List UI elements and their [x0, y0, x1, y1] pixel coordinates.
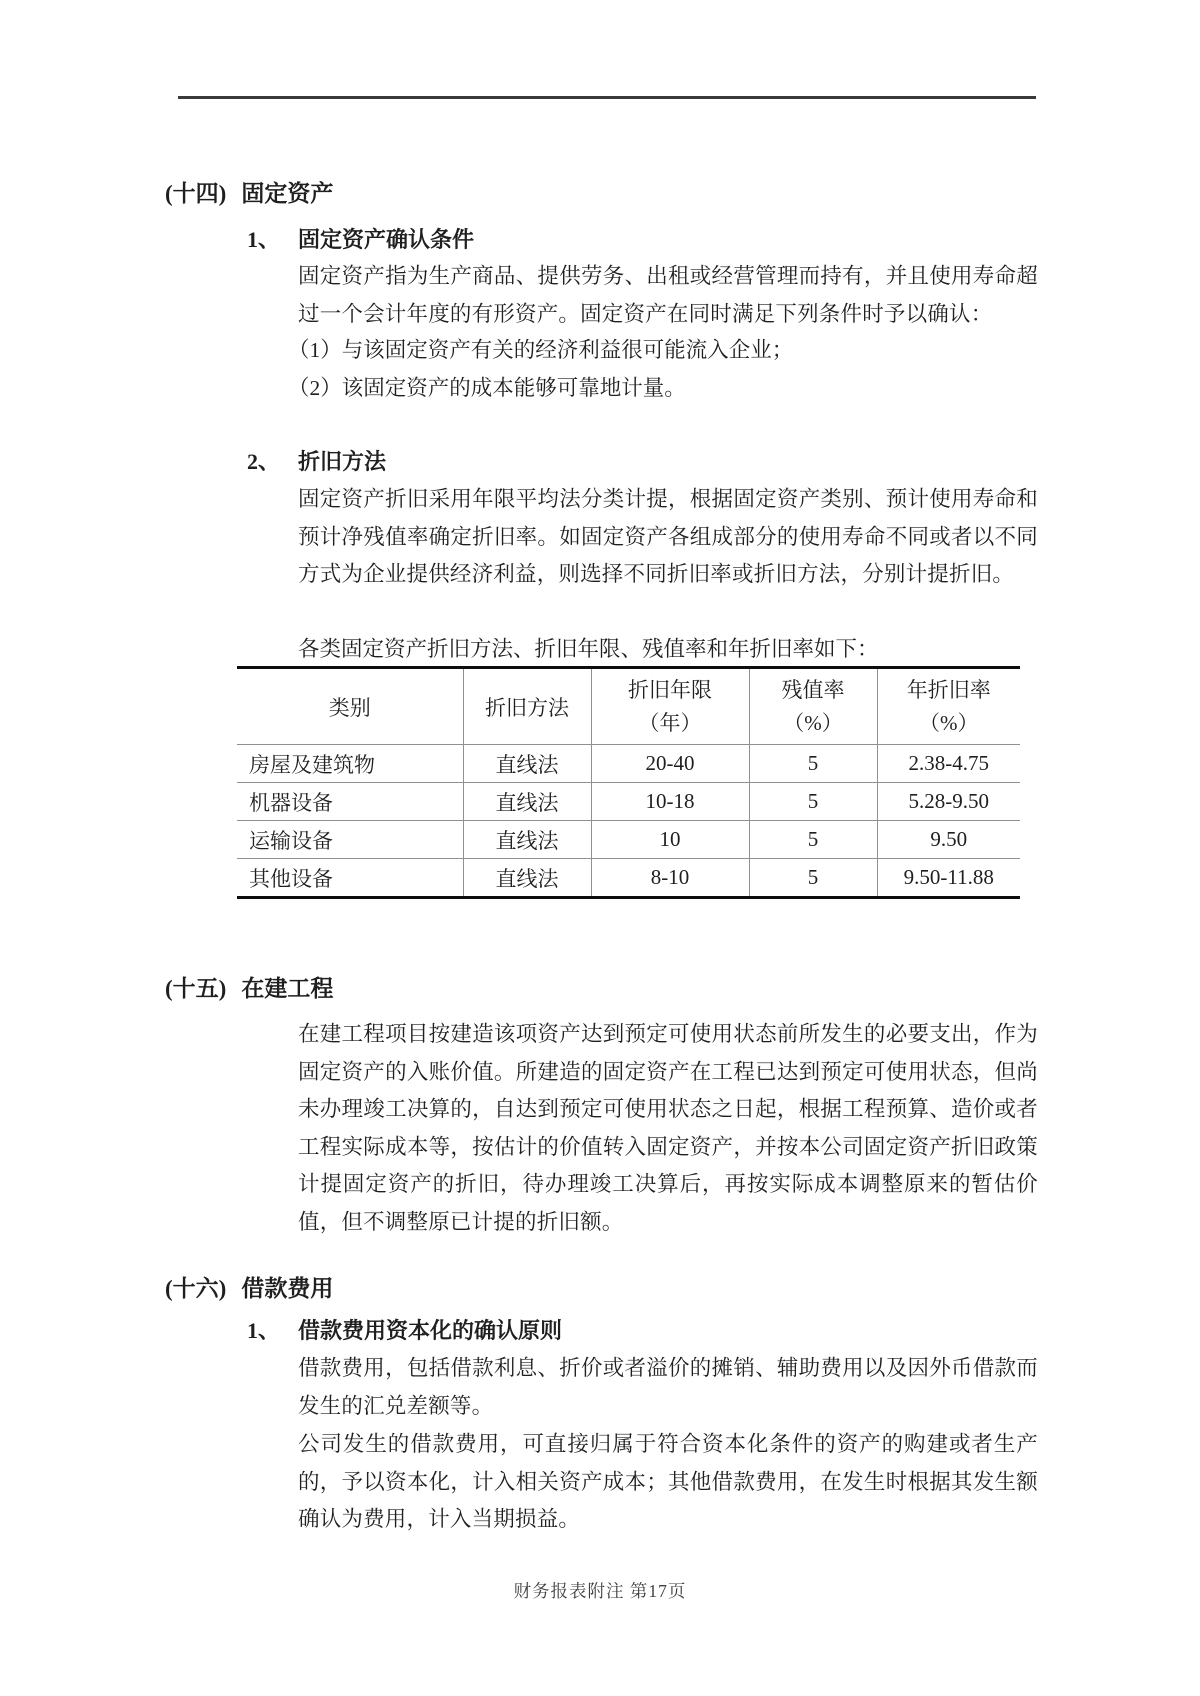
- subitem-title: 固定资产确认条件: [298, 227, 475, 252]
- header-annual: [877, 668, 1020, 745]
- cell-annual: 2.38-4.75: [877, 745, 1020, 783]
- cell-method: 直线法: [463, 859, 591, 898]
- section-14-heading: [165, 181, 333, 207]
- section-15-title: 在建工程: [241, 976, 334, 1001]
- header-annual-label: 年折旧率: [906, 677, 991, 702]
- cell-category: 其他设备: [237, 859, 463, 898]
- depreciation-table: [237, 666, 1020, 899]
- depreciation-method-paragraph: 固定资产折旧采用年限平均法分类计提，根据固定资产类别、预计使用寿命和预计净残值率确定折旧率。如固定资产各组成部分的使用寿命不同或者以不同方式为企业提供经济利益，则选择不同折旧率或折旧方法，分别计提折旧。: [298, 487, 1038, 587]
- section-15-label: (十五): [165, 976, 227, 1001]
- cell-annual: 9.50-11.88: [877, 859, 1020, 898]
- borrowing-costs-paragraph-2: 公司发生的借款费用，可直接归属于符合资本化条件的资产的购建或者生产的，予以资本化，计入相关资产成本；其他借款费用，在发生时根据其发生额确认为费用，计入当期损益。: [298, 1432, 1038, 1532]
- cell-method: 直线法: [463, 783, 591, 821]
- cell-years: 10-18: [591, 783, 749, 821]
- recognition-condition-2: （2）该固定资产的成本能够可靠地计量。: [288, 376, 686, 400]
- header-years-unit: （年）: [638, 710, 702, 735]
- subitem-number: 1、: [247, 1318, 281, 1343]
- borrowing-costs-paragraph-1: 借款费用，包括借款利息、折价或者溢价的摊销、辅助费用以及因外币借款而发生的汇兑差额等。: [298, 1356, 1038, 1418]
- subitem-number: 1、: [247, 227, 281, 252]
- page-footer: 财务报表附注 第17页: [513, 1581, 687, 1601]
- section-16-sub-1-heading: [247, 1318, 562, 1343]
- cell-years: 20-40: [591, 745, 749, 783]
- cell-residual: 5: [749, 783, 877, 821]
- subitem-title: 折旧方法: [298, 449, 387, 474]
- cell-method: 直线法: [463, 821, 591, 859]
- section-14-sub-2-heading: [247, 449, 386, 474]
- cell-years: 10: [591, 821, 749, 859]
- cell-residual: 5: [749, 821, 877, 859]
- fixed-assets-recognition-paragraph: 固定资产指为生产商品、提供劳务、出租或经营管理而持有，并且使用寿命超过一个会计年度的有形资产。固定资产在同时满足下列条件时予以确认：: [298, 264, 1038, 326]
- header-annual-unit: （%）: [919, 710, 979, 735]
- depreciation-table-intro: 各类固定资产折旧方法、折旧年限、残值率和年折旧率如下：: [298, 637, 879, 661]
- recognition-condition-1: （1）与该固定资产有关的经济利益很可能流入企业；: [288, 338, 794, 362]
- table-row: [237, 783, 1020, 821]
- cell-method: 直线法: [463, 745, 591, 783]
- header-rule: [178, 96, 1036, 99]
- cell-annual: 9.50: [877, 821, 1020, 859]
- table-row: [237, 821, 1020, 859]
- cell-residual: 5: [749, 859, 877, 898]
- header-years: [591, 668, 749, 745]
- section-14-title: 固定资产: [241, 181, 334, 206]
- subitem-title: 借款费用资本化的确认原则: [298, 1318, 563, 1343]
- table-row: [237, 859, 1020, 898]
- header-category: 类别: [237, 668, 463, 745]
- cell-residual: 5: [749, 745, 877, 783]
- section-15-heading: [165, 976, 333, 1002]
- section-14-sub-1-heading: [247, 227, 474, 252]
- cell-annual: 5.28-9.50: [877, 783, 1020, 821]
- section-16-heading: [165, 1276, 333, 1302]
- header-years-label: 折旧年限: [628, 677, 712, 702]
- cell-category: 房屋及建筑物: [249, 752, 375, 777]
- subitem-number: 2、: [247, 449, 281, 474]
- header-residual: [749, 668, 877, 745]
- section-16-label: (十六): [165, 1276, 227, 1301]
- table-row: [237, 745, 1020, 783]
- cell-category: 运输设备: [237, 821, 463, 859]
- header-method: 折旧方法: [463, 668, 591, 745]
- cell-years: 8-10: [591, 859, 749, 898]
- header-residual-unit: （%）: [783, 710, 843, 735]
- section-14-label: (十四): [165, 181, 227, 206]
- section-16-title: 借款费用: [241, 1276, 334, 1301]
- table-header-row: [237, 668, 1020, 745]
- construction-in-progress-paragraph: 在建工程项目按建造该项资产达到预定可使用状态前所发生的必要支出，作为固定资产的入账价值。所建造的固定资产在工程已达到预定可使用状态，但尚未办理竣工决算的，自达到预定可使用状态之日起，根据工程预算、造价或者工程实际成本等，按估计的价值转入固定资产，并按本公司固定资产折旧政策计提固定资产的折旧，待办理竣工决算后，再按实际成本调整原来的暂估价值，但不调整原已计提的折旧额。: [298, 1022, 1038, 1234]
- cell-category: 机器设备: [237, 783, 463, 821]
- header-residual-label: 残值率: [781, 677, 845, 702]
